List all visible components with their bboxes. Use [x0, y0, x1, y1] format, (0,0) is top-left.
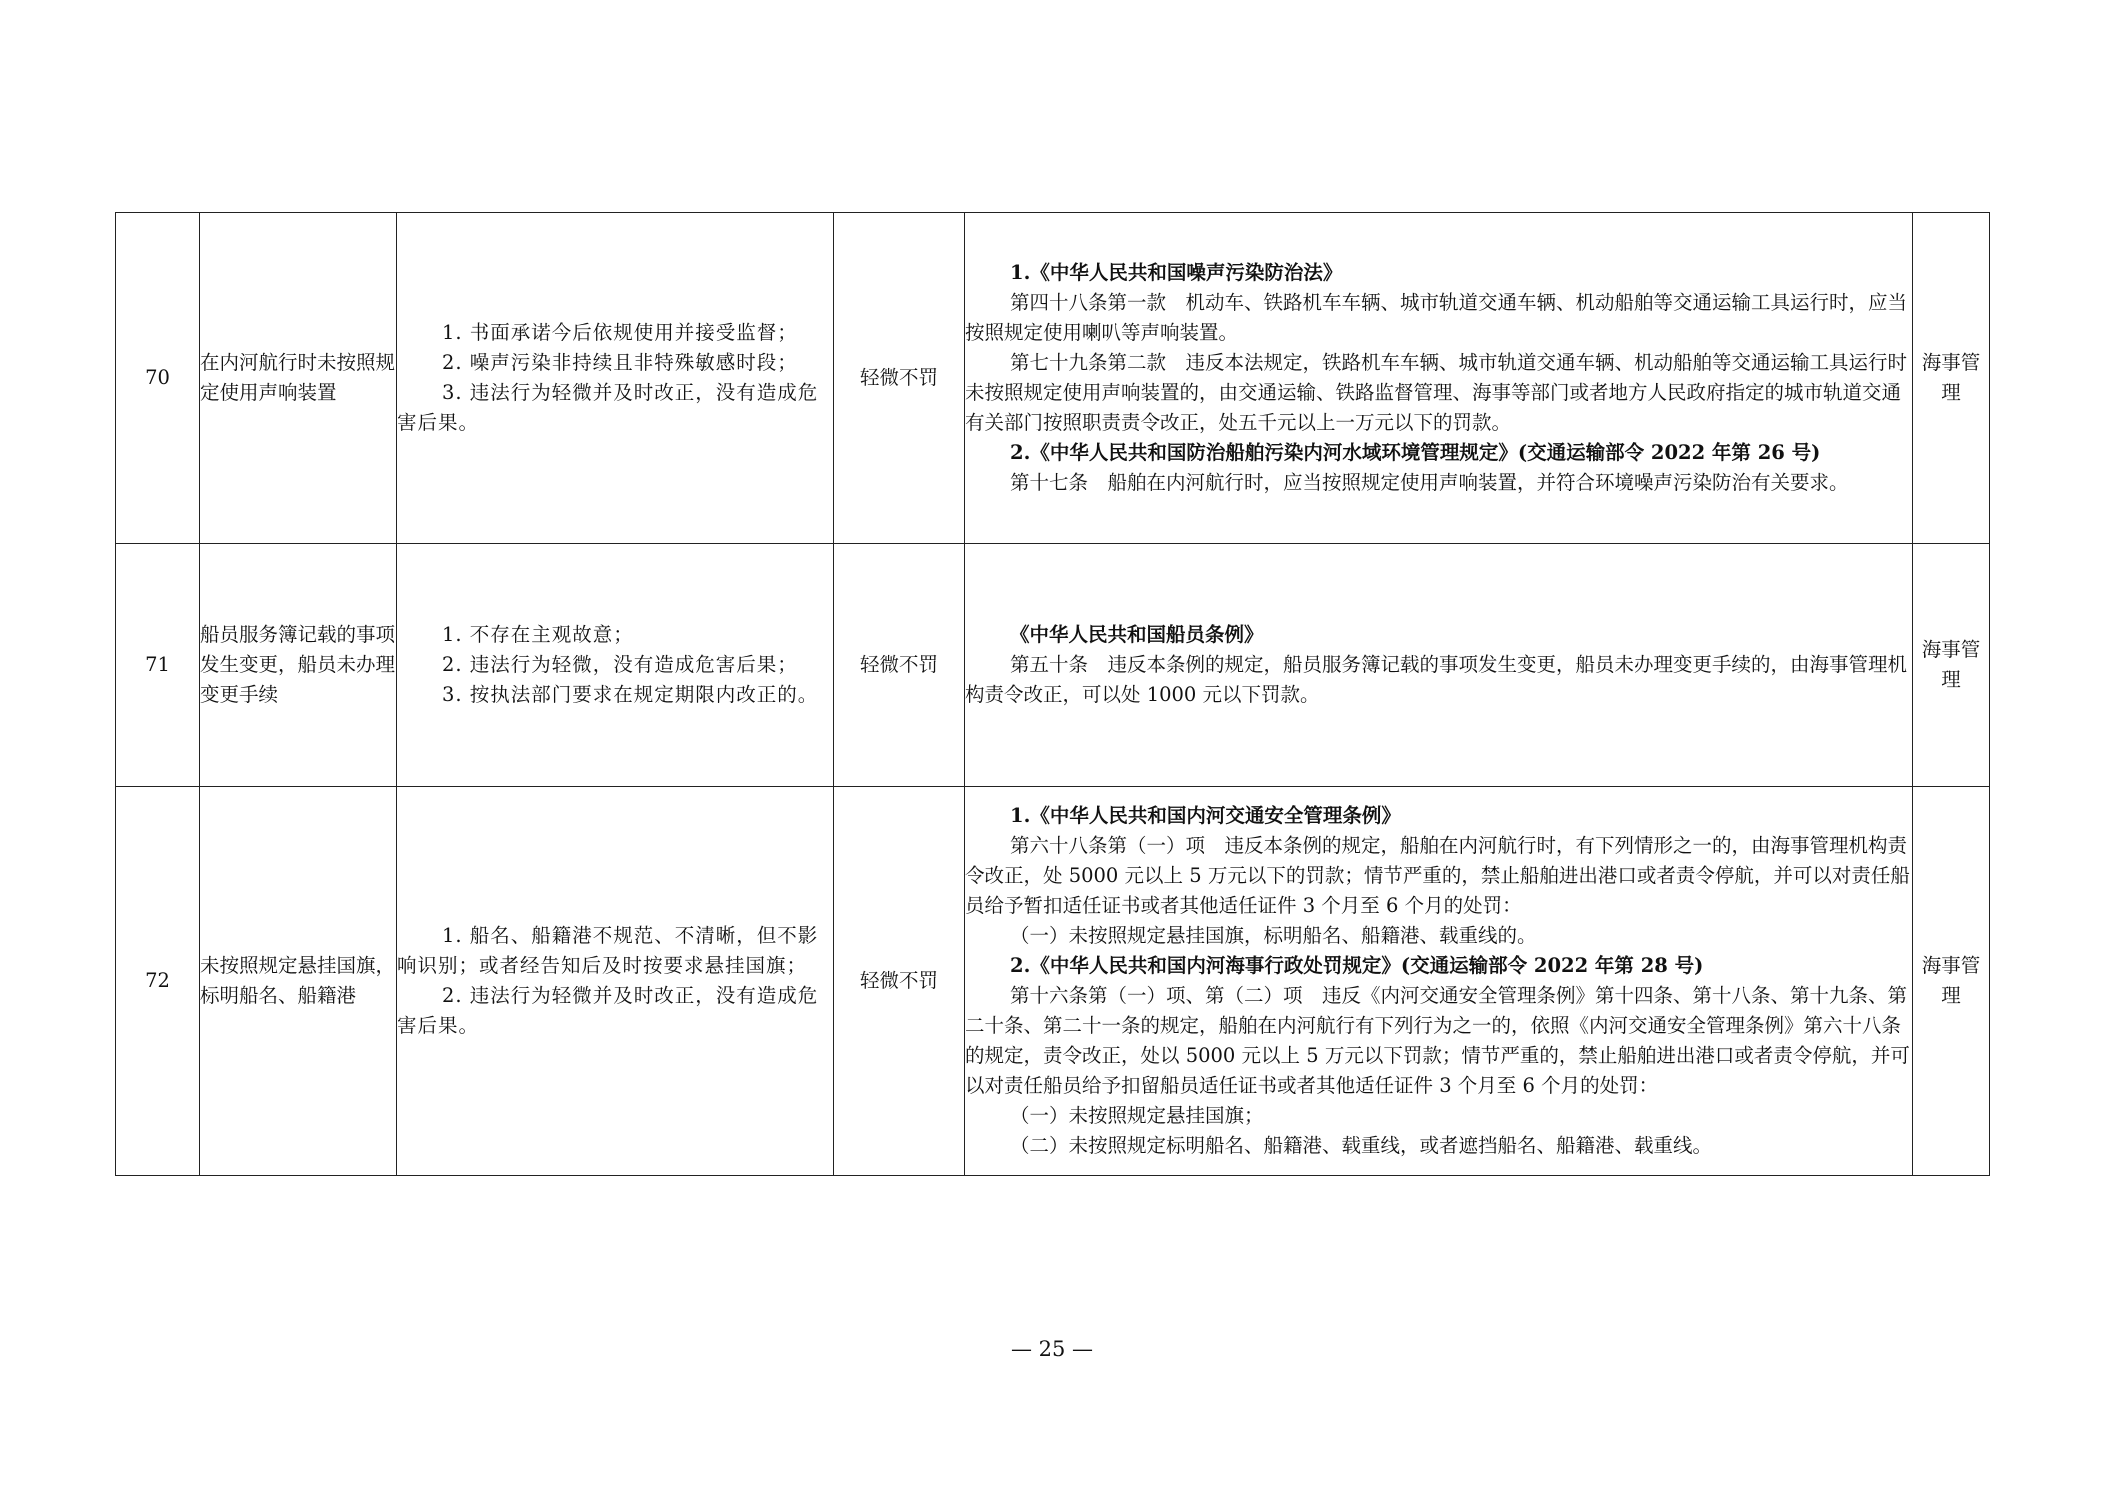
row-number: 71 — [116, 544, 200, 787]
table-body — [116, 213, 1990, 1176]
condition-item: 1. 船名、船籍港不规范、不清晰，但不影响识别；或者经告知后及时按要求悬挂国旗； — [397, 924, 819, 977]
result-cell: 轻微不罚 — [834, 544, 965, 787]
table-row — [116, 544, 1990, 787]
law-clause: 第七十九条第二款 违反本法规定，铁路机车车辆、城市轨道交通车辆、机动船舶等交通运输工具运行时未按照规定使用声响装置的，由交通运输、铁路监督管理、海事等部门或者地方人民政府指定的城市轨道交通有关部门按照职责责令改正，处五千元以上一万元以下的罚款。 — [965, 351, 1908, 434]
violation-matter: 在内河航行时未按照规定使用声响装置 — [200, 213, 397, 544]
condition-item: 3. 违法行为轻微并及时改正，没有造成危害后果。 — [397, 381, 819, 434]
violation-matter: 船员服务簿记载的事项发生变更，船员未办理变更手续 — [200, 544, 397, 787]
department-cell: 海事管理 — [1913, 544, 1990, 787]
law-clause: 第十七条 船舶在内河航行时，应当按照规定使用声响装置，并符合环境噪声污染防治有关要求。 — [1010, 471, 1849, 494]
law-title: 2.《中华人民共和国内河海事行政处罚规定》(交通运输部令 2022 年第 28 号) — [1010, 954, 1704, 977]
result-cell: 轻微不罚 — [834, 213, 965, 544]
condition-item: 1. 书面承诺今后依规使用并接受监督； — [442, 321, 798, 344]
condition-item: 1. 不存在主观故意； — [442, 623, 634, 646]
conditions-cell — [397, 544, 834, 787]
row-number: 72 — [116, 787, 200, 1176]
conditions-cell — [397, 787, 834, 1176]
legal-basis-cell — [965, 544, 1913, 787]
law-title: 2.《中华人民共和国防治船舶污染内河水域环境管理规定》(交通运输部令 2022 年第 26 号) — [1010, 441, 1821, 464]
law-title: 《中华人民共和国船员条例》 — [1010, 623, 1264, 646]
condition-item: 3. 按执法部门要求在规定期限内改正的。 — [442, 683, 819, 706]
law-clause: （一）未按照规定悬挂国旗； — [1010, 1104, 1264, 1127]
result-cell: 轻微不罚 — [834, 787, 965, 1176]
department-cell: 海事管理 — [1913, 213, 1990, 544]
law-clause: （一）未按照规定悬挂国旗，标明船名、船籍港、载重线的。 — [1010, 924, 1537, 947]
row-number: 70 — [116, 213, 200, 544]
table-row — [116, 787, 1990, 1176]
table-row — [116, 213, 1990, 544]
violation-matter: 未按照规定悬挂国旗，标明船名、船籍港 — [200, 787, 397, 1176]
law-clause: 第六十八条第（一）项 违反本条例的规定，船舶在内河航行时，有下列情形之一的，由海事管理机构责令改正，处 5000 元以上 5 万元以下的罚款；情节严重的，禁止船舶进出港口或者责令停航，并可以对责任船员给予暂扣适任证书或者其他适任证件 3 个月至 6 个月的处罚： — [965, 834, 1910, 917]
law-clause: 第四十八条第一款 机动车、铁路机车车辆、城市轨道交通车辆、机动船舶等交通运输工具运行时，应当按照规定使用喇叭等声响装置。 — [965, 291, 1908, 344]
department-cell: 海事管理 — [1913, 787, 1990, 1176]
penalty-table — [115, 212, 1990, 1176]
law-clause: 第十六条第（一）项、第（二）项 违反《内河交通安全管理条例》第十四条、第十八条、第十九条、第二十条、第二十一条的规定，船舶在内河航行有下列行为之一的，依照《内河交通安全管理条例》第六十八条的规定，责令改正，处以 5000 元以上 5 万元以下罚款；情节严重的，禁止船舶进出港口或者责令停航，并可以对责任船员给予扣留船员适任证书或者其他适任证件 3 个月至 6 个月的处罚： — [965, 984, 1910, 1097]
law-clause: 第五十条 违反本条例的规定，船员服务簿记载的事项发生变更，船员未办理变更手续的，由海事管理机构责令改正，可以处 1000 元以下罚款。 — [965, 653, 1908, 706]
page-number: — 25 — — [1010, 1337, 1094, 1361]
conditions-cell — [397, 213, 834, 544]
condition-item: 2. 噪声污染非持续且非特殊敏感时段； — [442, 351, 798, 374]
law-title: 1.《中华人民共和国噪声污染防治法》 — [1010, 261, 1343, 284]
condition-item: 2. 违法行为轻微，没有造成危害后果； — [442, 653, 798, 676]
legal-basis-cell — [965, 787, 1913, 1176]
law-clause: （二）未按照规定标明船名、船籍港、载重线，或者遮挡船名、船籍港、载重线。 — [1010, 1134, 1713, 1157]
legal-basis-cell — [965, 213, 1913, 544]
condition-item: 2. 违法行为轻微并及时改正，没有造成危害后果。 — [397, 984, 819, 1037]
law-title: 1.《中华人民共和国内河交通安全管理条例》 — [1010, 804, 1401, 827]
